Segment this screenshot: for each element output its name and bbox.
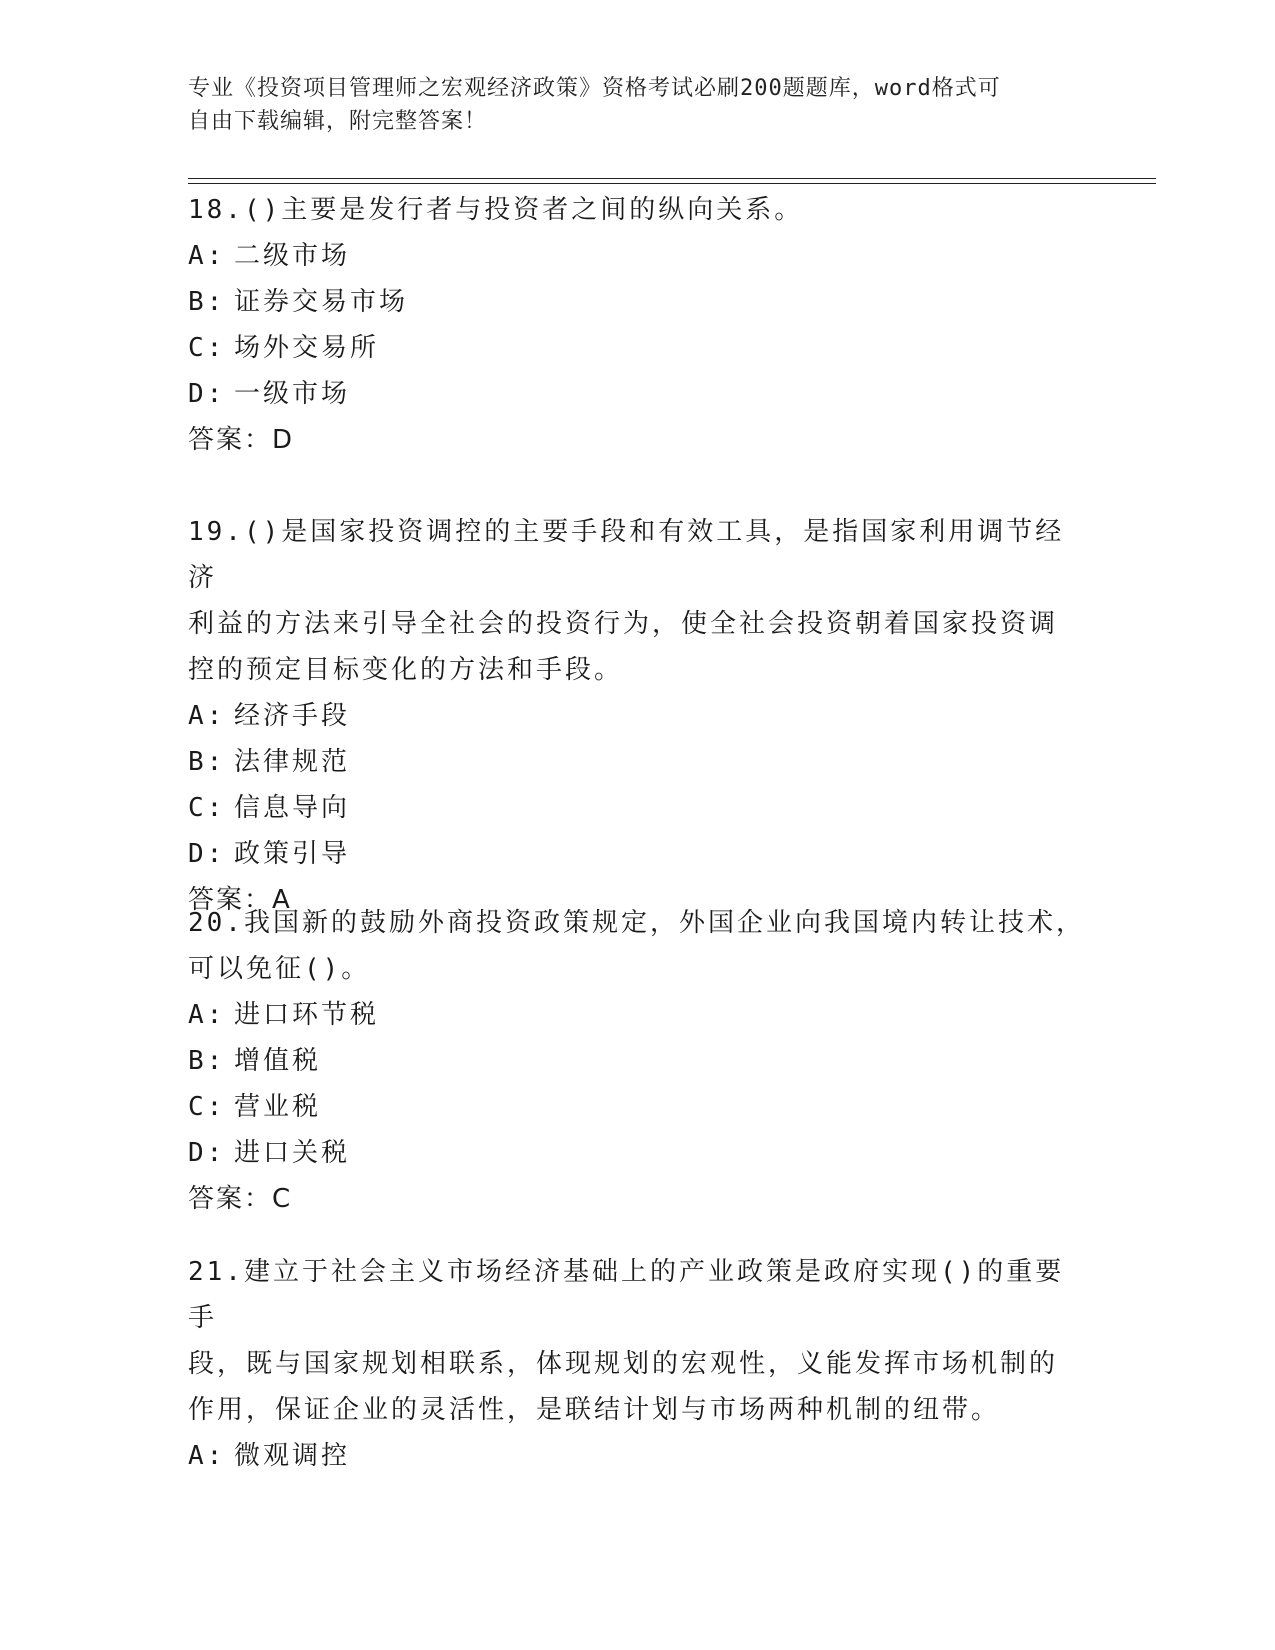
option-letter: C: <box>188 1092 226 1122</box>
option-text: 一级市场 <box>234 379 351 409</box>
question-text-line-3: 控的预定目标变化的方法和手段。 <box>188 655 624 685</box>
option-text: 证券交易市场 <box>234 287 409 317</box>
option-letter: B: <box>188 287 226 317</box>
question-text-line-2: 可以免征()。 <box>188 954 371 984</box>
answer-line: 答案：C <box>188 1184 293 1214</box>
option-text: 进口关税 <box>234 1138 351 1168</box>
option-letter: C: <box>188 333 226 363</box>
question-text-line-1: 20.我国新的鼓励外商投资政策规定，外国企业向我国境内转让技术， <box>188 908 1085 938</box>
option-b <box>188 1038 1088 1084</box>
option-letter: A: <box>188 1441 226 1471</box>
option-letter: A: <box>188 701 226 731</box>
option-a <box>188 693 1088 739</box>
option-d <box>188 1130 1088 1176</box>
question-text-line-1: 21.建立于社会主义市场经济基础上的产业政策是政府实现()的重要手 <box>188 1257 1065 1333</box>
document-header <box>188 72 1088 138</box>
option-a <box>188 233 1088 279</box>
option-c <box>188 785 1088 831</box>
answer-line: 答案：A <box>188 885 292 915</box>
option-text: 场外交易所 <box>234 333 380 363</box>
option-letter: B: <box>188 1046 226 1076</box>
option-d <box>188 831 1088 877</box>
answer-line: 答案：D <box>188 425 295 455</box>
option-c <box>188 325 1088 371</box>
option-text: 营业税 <box>234 1092 322 1122</box>
question-text-line-2: 利益的方法来引导全社会的投资行为，使全社会投资朝着国家投资调 <box>188 609 1059 639</box>
option-text: 法律规范 <box>234 747 351 777</box>
option-a <box>188 992 1088 1038</box>
option-letter: A: <box>188 241 226 271</box>
option-text: 二级市场 <box>234 241 351 271</box>
option-text: 政策引导 <box>234 839 351 869</box>
question-20 <box>188 900 1088 1222</box>
header-rule-top <box>188 178 1156 179</box>
question-21 <box>188 1249 1088 1479</box>
option-letter: C: <box>188 793 226 823</box>
option-letter: D: <box>188 1138 226 1168</box>
option-text: 经济手段 <box>234 701 351 731</box>
question-18 <box>188 187 1088 463</box>
header-line-2: 自由下载编辑，附完整答案！ <box>188 109 488 134</box>
option-text: 进口环节税 <box>234 1000 380 1030</box>
option-letter: D: <box>188 379 226 409</box>
option-a <box>188 1433 1088 1479</box>
question-text: 18.()主要是发行者与投资者之间的纵向关系。 <box>188 195 804 225</box>
header-line-1: 专业《投资项目管理师之宏观经济政策》资格考试必刷200题题库，word格式可 <box>188 76 1001 101</box>
question-text-line-2: 段，既与国家规划相联系，体现规划的宏观性，义能发挥市场机制的 <box>188 1349 1059 1379</box>
option-text: 信息导向 <box>234 793 351 823</box>
question-text-line-1: 19.()是国家投资调控的主要手段和有效工具，是指国家利用调节经济 <box>188 517 1065 593</box>
option-text: 增值税 <box>234 1046 322 1076</box>
option-c <box>188 1084 1088 1130</box>
header-rule-bottom <box>188 183 1156 184</box>
option-letter: B: <box>188 747 226 777</box>
question-text-line-3: 作用，保证企业的灵活性，是联结计划与市场两种机制的纽带。 <box>188 1395 1001 1425</box>
option-letter: D: <box>188 839 226 869</box>
option-b <box>188 279 1088 325</box>
option-text: 微观调控 <box>234 1441 351 1471</box>
question-19 <box>188 509 1088 923</box>
option-d <box>188 371 1088 417</box>
option-letter: A: <box>188 1000 226 1030</box>
option-b <box>188 739 1088 785</box>
